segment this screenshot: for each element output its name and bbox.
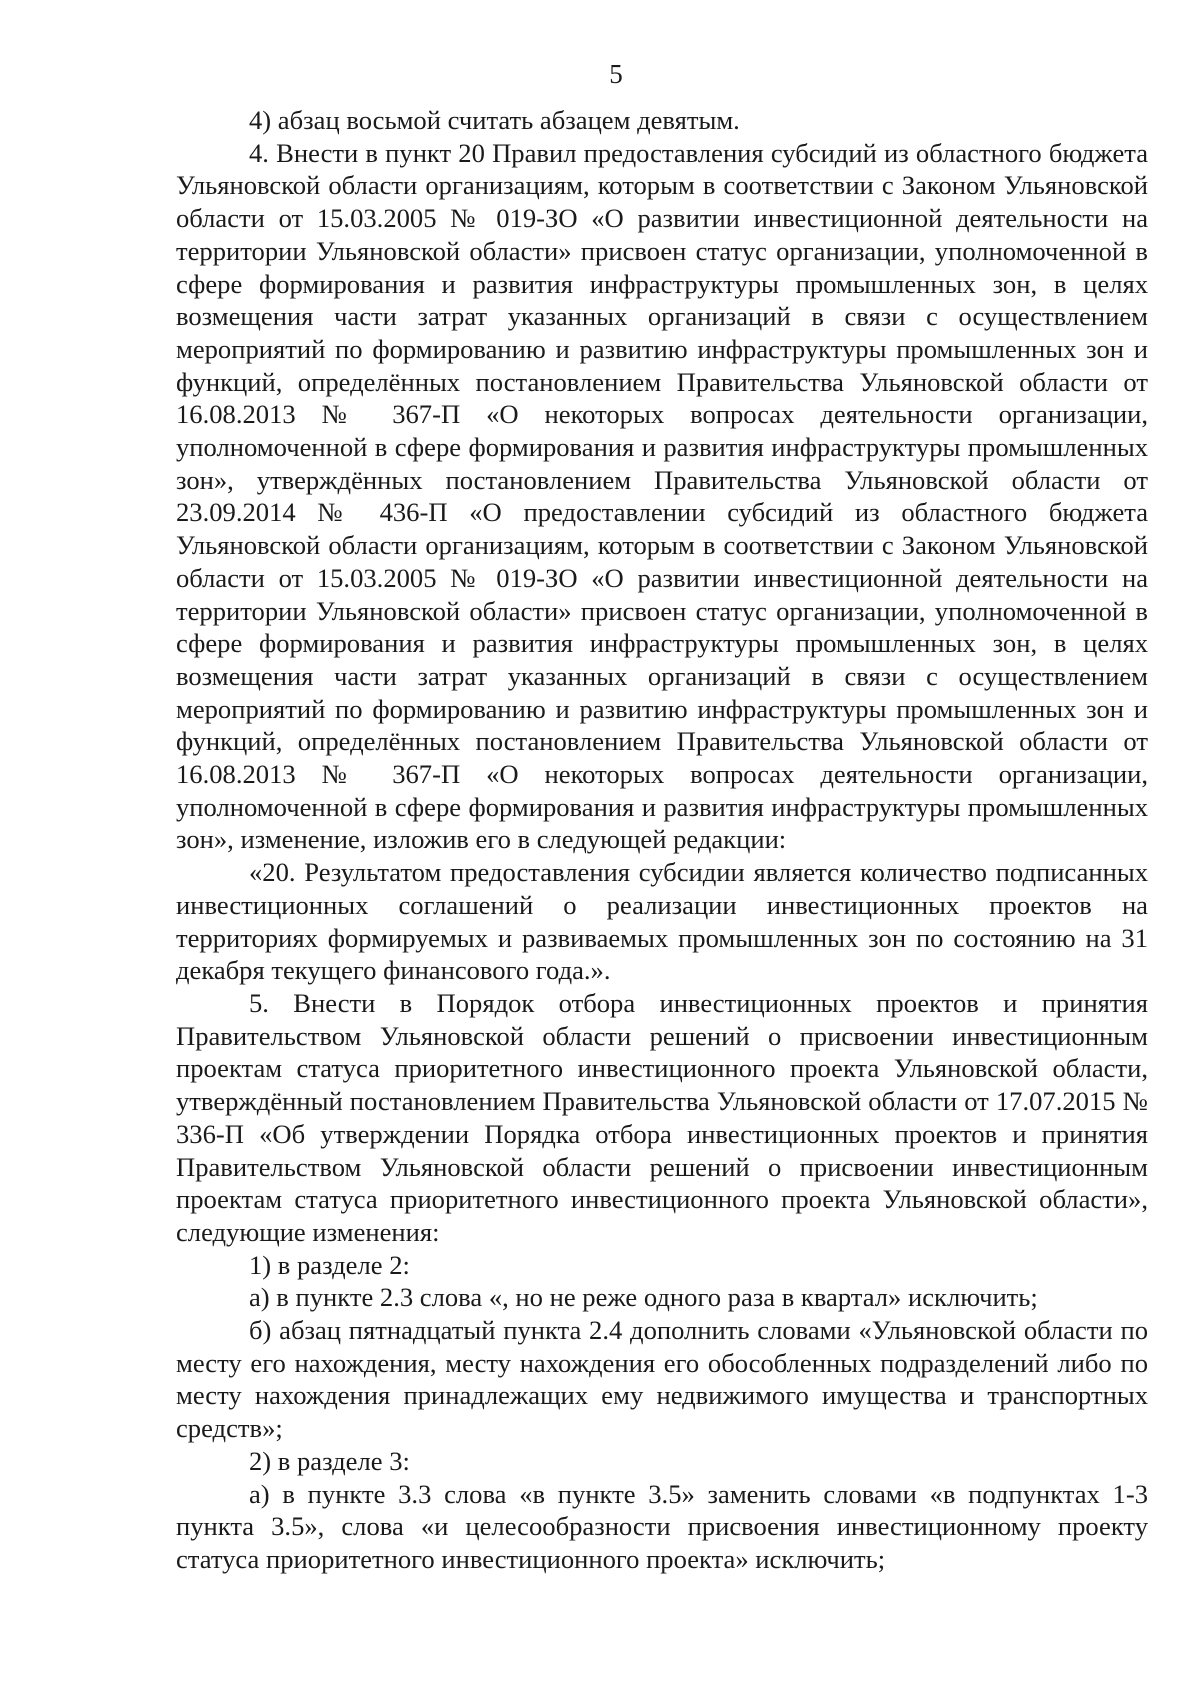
document-body bbox=[176, 104, 1148, 1576]
paragraph-section-2: 1) в разделе 2: bbox=[249, 1249, 410, 1280]
paragraph-point-5: 5. Внести в Порядок отбора инвестиционных проектов и принятия Правительством Ульяновской области решений о присвоении инвестиционным проектам статуса приоритетного инвестиционного проекта Ульяновской области, утверждённый постановлением Правительства Ульяновской области от 17.07.2015 № 336-П «Об утверждении Порядка отбора инвестиционных проектов и принятия Правительством Ульяновской области решений о присвоении инвестиционным проектам статуса приоритетного инвестиционного проекта Ульяновской области», следующие изменения: bbox=[176, 987, 1148, 1247]
paragraph-point-4: 4. Внести в пункт 20 Правил предоставления субсидий из областного бюджета Ульяновской области организациям, которым в соответствии с Законом Ульяновской области от 15.03.2005 № 019-ЗО «О развитии инвестиционной деятельности на территории Ульяновской области» присвоен статус организации, уполномоченной в сфере формирования и развития инфраструктуры промышленных зон, в целях возмещения части затрат указанных организаций в связи с осуществлением мероприятий по формированию и развитию инфраструктуры промышленных зон и функций, определённых постановлением Правительства Ульяновской области от 16.08.2013 № 367-П «О некоторых вопросах деятельности организации, уполномоченной в сфере формирования и развития инфраструктуры промышленных зон», утверждённых постановлением Правительства Ульяновской области от 23.09.2014 № 436-П «О предоставлении субсидий из областного бюджета Ульяновской области организациям, которым в соответствии с Законом Ульяновской области от 15.03.2005 № 019-ЗО «О развитии инвестиционной деятельности на территории Ульяновской области» присвоен статус организации, уполномоченной в сфере формирования и развития инфраструктуры промышленных зон, в целях возмещения части затрат указанных организаций в связи с осуществлением мероприятий по формированию и развитию инфраструктуры промышленных зон и функций, определённых постановлением Правительства Ульяновской области от 16.08.2013 № 367-П «О некоторых вопросах деятельности организации, уполномоченной в сфере формирования и развития инфраструктуры промышленных зон», изменение, изложив его в следующей редакции: bbox=[176, 137, 1148, 855]
paragraph-item-4-subpoint: 4) абзац восьмой считать абзацем девятым. bbox=[249, 105, 740, 135]
page-number: 5 bbox=[609, 59, 623, 89]
paragraph-section-3-a: а) в пункте 3.3 слова «в пункте 3.5» заменить словами «в подпунктах 1-3 пункта 3.5», слова «и целесообразности присвоения инвестиционному проекту статуса приоритетного инвестиционного проекта» исключить; bbox=[176, 1478, 1148, 1574]
paragraph-section-2-a: а) в пункте 2.3 слова «, но не реже одного раза в квартал» исключить; bbox=[249, 1282, 1038, 1313]
paragraph-section-3: 2) в разделе 3: bbox=[249, 1445, 410, 1476]
paragraph-new-clause-20: «20. Результатом предоставления субсидии является количество подписанных инвестиционных соглашений о реализации инвестиционных проектов на территориях формируемых и развиваемых промышленных зон по состоянию на 31 декабря текущего финансового года.». bbox=[176, 857, 1148, 986]
paragraph-section-2-b: б) абзац пятнадцатый пункта 2.4 дополнить словами «Ульяновской области по месту его нахождения, месту нахождения его обособленных подразделений либо по месту нахождения принадлежащих ему недвижимого имущества и транспортных средств»; bbox=[176, 1315, 1148, 1444]
